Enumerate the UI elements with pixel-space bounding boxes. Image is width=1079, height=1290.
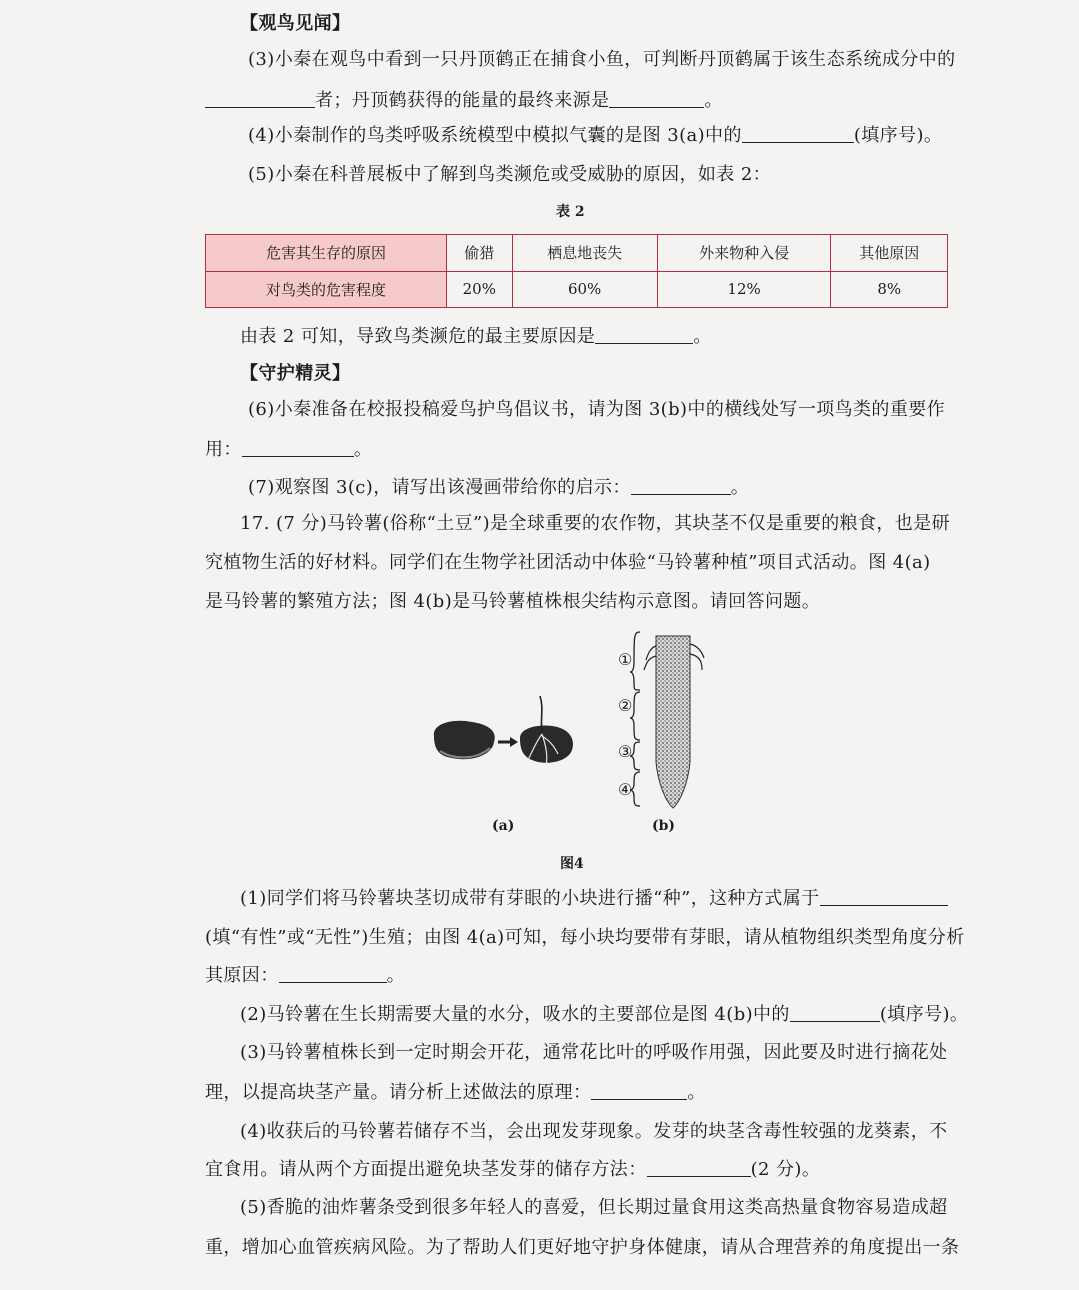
- question-5: (5)小秦在科普展板中了解到鸟类濒危或受威胁的原因，如表 2：: [248, 164, 772, 185]
- table-cell: 栖息地丧失: [512, 235, 657, 272]
- question-4: [248, 124, 942, 148]
- part-1-line-3: [205, 964, 405, 988]
- question-3-line-1: (3)小秦在观鸟中看到一只丹顶鹤正在捕食小鱼，可判断丹顶鹤属于该生态系统成分中的: [248, 49, 956, 70]
- part-4-line-2: [205, 1158, 820, 1182]
- question-5-followup: [240, 325, 712, 349]
- period: 。: [704, 90, 723, 111]
- table-row: [206, 271, 948, 308]
- question-4-text: (4)小秦制作的鸟类呼吸系统模型中模拟气囊的是图 3(a)中的: [248, 125, 742, 146]
- section-heading-guardian: 【守护精灵】: [240, 363, 351, 384]
- table-cell: 20%: [447, 271, 513, 308]
- table-cell: 危害其生存的原因: [206, 235, 447, 272]
- root-marker-2: ②: [618, 696, 633, 715]
- part-3-text: 理，以提高块茎产量。请分析上述做法的原理：: [205, 1082, 592, 1103]
- answer-blank[interactable]: [242, 438, 354, 457]
- figure-4b-label: (b): [652, 818, 676, 834]
- answer-blank[interactable]: [647, 1158, 751, 1177]
- part-4-text: 宜食用。请从两个方面提出避免块茎发芽的储存方法：: [205, 1159, 647, 1180]
- part-1-line-2: (填“有性”或“无性”)生殖；由图 4(a)可知，每小块均要带有芽眼，请从植物组织类型角度分析: [205, 927, 965, 948]
- part-1-text: 其原因：: [205, 965, 279, 986]
- question-3-line-2: [205, 89, 723, 113]
- part-2-text: (2)马铃薯在生长期需要大量的水分，吸水的主要部位是图 4(b)中的: [240, 1004, 790, 1025]
- question-5-followup-text: 由表 2 可知，导致鸟类濒危的最主要原因是: [240, 326, 596, 347]
- answer-blank[interactable]: [279, 964, 387, 983]
- question-3-text: 者；丹顶鹤获得的能量的最终来源是: [315, 90, 610, 111]
- answer-blank[interactable]: [742, 124, 854, 143]
- question-4-suffix: (填序号)。: [853, 125, 943, 146]
- table-row: [206, 235, 948, 272]
- table-2-title: 表 2: [556, 204, 585, 220]
- answer-blank[interactable]: [609, 89, 704, 108]
- question-17-line-2: 究植物生活的好材料。同学们在生物学社团活动中体验“马铃薯种植”项目式活动。图 4(a): [205, 552, 931, 573]
- answer-blank[interactable]: [820, 887, 948, 906]
- part-2-suffix: (填序号)。: [879, 1004, 969, 1025]
- answer-blank[interactable]: [205, 89, 315, 108]
- period: 。: [730, 477, 750, 498]
- period: 。: [687, 1082, 706, 1103]
- root-tip-body: [656, 636, 690, 808]
- section-heading-bird-watching: 【观鸟见闻】: [240, 13, 351, 34]
- question-6-line-1: (6)小秦准备在校报投稿爱鸟护鸟倡议书，请为图 3(b)中的横线处写一项鸟类的重要作: [248, 399, 946, 420]
- question-6-text: 用：: [205, 439, 242, 460]
- table-cell: 对鸟类的危害程度: [206, 271, 447, 308]
- table-cell: 其他原因: [831, 235, 948, 272]
- table-cell: 60%: [512, 271, 657, 308]
- root-marker-4: ④: [618, 780, 633, 799]
- question-7-text: (7)观察图 3(c)，请写出该漫画带给你的启示：: [248, 477, 631, 498]
- part-5-line-1: (5)香脆的油炸薯条受到很多年轻人的喜爱，但长期过量食用这类高热量食物容易造成超: [240, 1197, 948, 1218]
- answer-blank[interactable]: [591, 1081, 687, 1100]
- root-marker-3: ③: [618, 742, 633, 761]
- question-6-line-2: [205, 438, 372, 462]
- period: 。: [353, 439, 373, 460]
- question-17-line-1: 17. (7 分)马铃薯(俗称“土豆”)是全球重要的农作物，其块茎不仅是重要的粮食，也是研: [240, 513, 951, 534]
- part-1-line-1: [240, 887, 948, 911]
- root-tip-figure: [618, 626, 718, 812]
- root-marker-1: ①: [618, 650, 633, 669]
- table-cell: 12%: [657, 271, 831, 308]
- part-3-line-1: (3)马铃薯植株长到一定时期会开花，通常花比叶的呼吸作用强，因此要及时进行摘花处: [240, 1042, 948, 1063]
- part-2: [240, 1003, 968, 1027]
- table-cell: 偷猎: [447, 235, 513, 272]
- figure-4a-label: (a): [492, 818, 515, 834]
- question-7: [248, 476, 749, 500]
- table-2: [205, 234, 948, 308]
- table-cell: 外来物种入侵: [657, 235, 831, 272]
- part-4-line-1: (4)收获后的马铃薯若储存不当，会出现发芽现象。发芽的块茎含毒性较强的龙葵素，不: [240, 1121, 948, 1142]
- figure-4-caption: 图4: [560, 856, 584, 872]
- table-cell: 8%: [831, 271, 948, 308]
- answer-blank[interactable]: [595, 325, 693, 344]
- answer-blank[interactable]: [631, 476, 731, 495]
- period: 。: [693, 326, 712, 347]
- period: 。: [386, 965, 406, 986]
- part-5-line-2: 重，增加心血管疾病风险。为了帮助人们更好地守护身体健康，请从合理营养的角度提出一条: [205, 1237, 960, 1258]
- arrow-head: [510, 737, 518, 747]
- part-1-text: (1)同学们将马铃薯块茎切成带有芽眼的小块进行播“种”，这种方式属于: [240, 888, 820, 909]
- question-17-line-3: 是马铃薯的繁殖方法；图 4(b)是马铃薯植株根尖结构示意图。请回答问题。: [205, 591, 821, 612]
- answer-blank[interactable]: [790, 1003, 880, 1022]
- potato-propagation-figure: [428, 696, 580, 774]
- part-4-suffix: (2 分)。: [750, 1159, 821, 1180]
- part-3-line-2: [205, 1081, 706, 1105]
